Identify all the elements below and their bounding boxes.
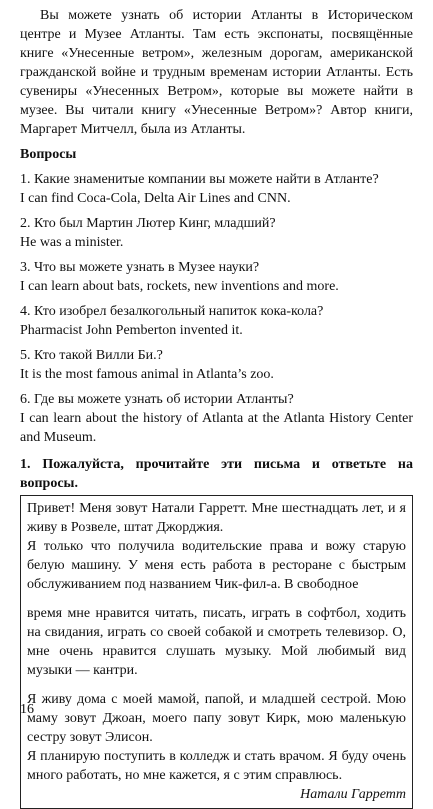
question-item-2 xyxy=(20,214,413,252)
question-text: 2. Кто был Мартин Лютер Кинг, младший? xyxy=(20,216,276,231)
task-title: 1. Пожалуйста, прочитайте эти письма и ответьте на вопросы. xyxy=(20,457,413,491)
questions-title: Вопросы xyxy=(20,147,77,162)
answer-text: Pharmacist John Pemberton invented it. xyxy=(20,323,243,338)
question-text: 6. Где вы можете узнать об истории Атланты? xyxy=(20,392,294,407)
letter-paragraph: Я планирую поступить в колледж и стать врачом. Я буду очень много работать, но мне кажется, я с этим справлюсь. xyxy=(27,749,406,783)
question-text: 1. Какие знаменитые компании вы можете найти в Атланте? xyxy=(20,172,379,187)
page-content xyxy=(20,6,413,809)
answer-text: It is the most famous animal in Atlanta’s zoo. xyxy=(20,367,274,382)
answer-text: I can learn about the history of Atlanta at the Atlanta History Center and Museum. xyxy=(20,411,413,445)
letter-paragraph: Я живу дома с моей мамой, папой, и младшей сестрой. Мою маму зовут Джоан, моего папу зовут Кирк, мою маленькую сестру зовут Элисон. xyxy=(27,692,406,745)
question-item-4 xyxy=(20,302,413,340)
question-item-6 xyxy=(20,390,413,447)
letter-paragraph: Привет! Меня зовут Натали Гарретт. Мне шестнадцать лет, и я живу в Розвеле, штат Джорджия. xyxy=(27,501,406,535)
letter-box xyxy=(20,495,413,809)
answer-text: I can learn about bats, rockets, new inventions and more. xyxy=(20,279,339,294)
question-item-1 xyxy=(20,170,413,208)
answer-text: I can find Coca-Cola, Delta Air Lines and CNN. xyxy=(20,191,291,206)
answer-text: He was a minister. xyxy=(20,235,124,250)
letter-paragraph: время мне нравится читать, писать, играть в софтбол, ходить на свидания, играть со своей собакой и смотреть телевизор. О, мне очень нравится слушать музыку. Мой любимый вид музыки — кантри. xyxy=(27,606,406,678)
question-text: 4. Кто изобрел безалкогольный напиток кока-кола? xyxy=(20,304,324,319)
question-text: 3. Что вы можете узнать в Музее науки? xyxy=(20,260,260,275)
question-item-3 xyxy=(20,258,413,296)
question-item-5 xyxy=(20,346,413,384)
letter-signature: Натали Гарретт xyxy=(300,787,406,802)
intro-paragraph: Вы можете узнать об истории Атланты в Историческом центре и Музее Атланты. Там есть экспонаты, посвящённые книге «Унесенные ветром», железным дорогам, американской гражданской войне и трудным временам истории Атланты. Есть сувениры «Унесенных Ветром», которые вы можете найти в музее. Вы читали книгу «Унесенные Ветром»? Автор книги, Маргарет Митчелл, была из Атланты. xyxy=(20,8,413,137)
page-number: 16 xyxy=(20,702,34,717)
question-text: 5. Кто такой Вилли Би.? xyxy=(20,348,163,363)
letter-paragraph: Я только что получила водительские права и вожу старую белую машину. У меня есть работа в ресторане с быстрым обслуживанием под названием Чик-фил-а. В свободное xyxy=(27,539,406,592)
